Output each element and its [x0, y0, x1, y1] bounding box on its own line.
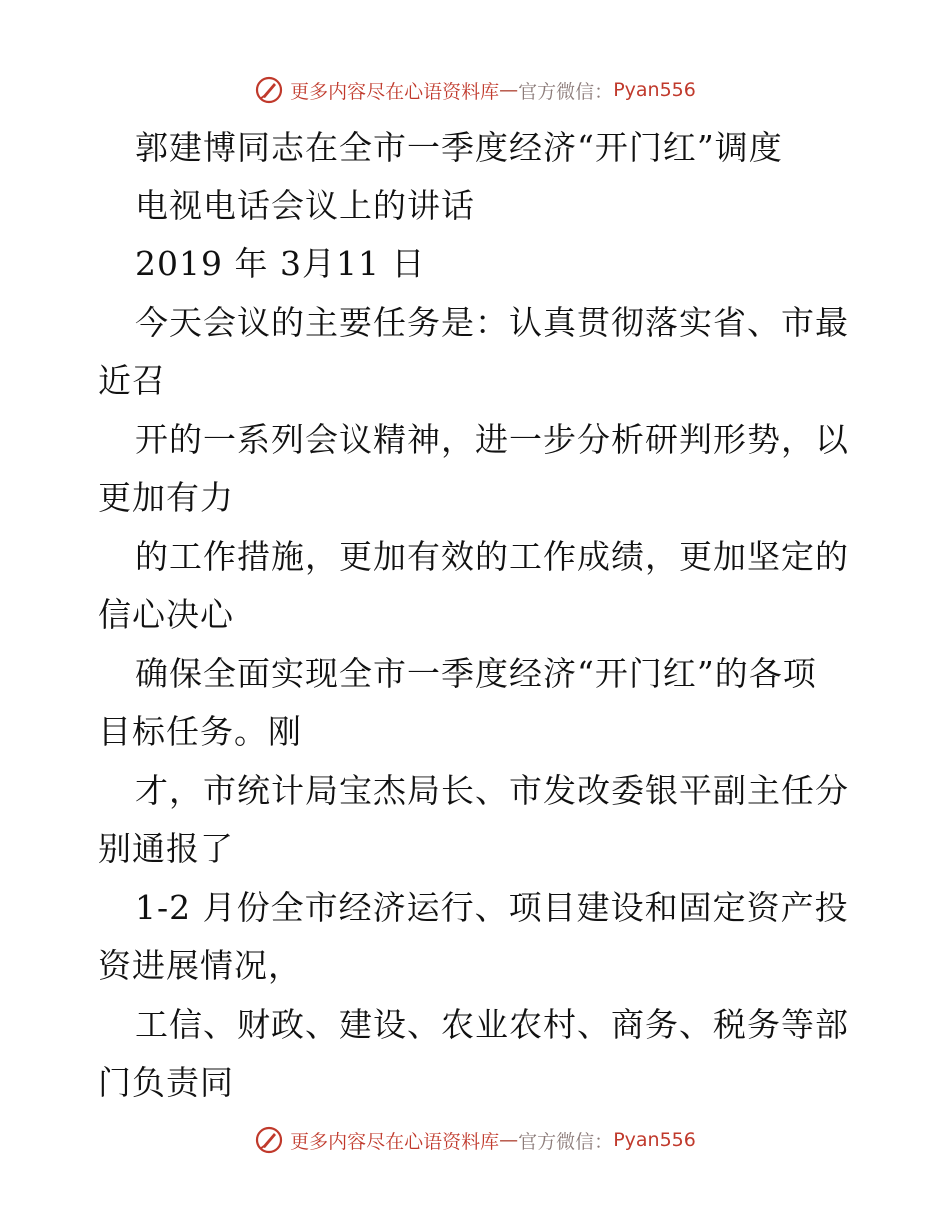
watermark-footer	[0, 1120, 950, 1160]
watermark-official-label: 官方微信：	[518, 80, 614, 103]
watermark-header	[0, 70, 950, 110]
document-date: 2019 年 3月11 日	[135, 244, 426, 283]
paragraph-line: 目标任务。刚	[98, 712, 302, 751]
paragraph-line: 的工作措施，更加有效的工作成绩，更加坚定的	[135, 537, 849, 576]
watermark-wechat-id: Pyan556	[613, 1129, 696, 1151]
paragraph-line: 才，市统计局宝杰局长、市发改委银平副主任分	[135, 771, 849, 810]
paragraph-line: 资进展情况，	[98, 946, 302, 985]
watermark-separator: —	[499, 1129, 519, 1151]
watermark-brand: 更多内容尽在心语资料库	[290, 1130, 500, 1153]
quill-logo-icon	[254, 1125, 284, 1155]
document-title-line-2: 电视电话会议上的讲话	[135, 186, 475, 225]
paragraph-line: 门负责同	[98, 1063, 234, 1102]
paragraph-line: 1-2 月份全市经济运行、项目建设和固定资产投	[135, 888, 849, 927]
quill-logo-icon	[254, 75, 284, 105]
watermark-brand: 更多内容尽在心语资料库	[290, 80, 500, 103]
paragraph-line: 今天会议的主要任务是：认真贯彻落实省、市最	[135, 303, 849, 342]
watermark-wechat-id: Pyan556	[613, 79, 696, 101]
watermark-separator: —	[499, 79, 519, 101]
paragraph-line: 别通报了	[98, 829, 234, 868]
watermark-official-label: 官方微信：	[518, 1130, 614, 1153]
paragraph-line: 近召	[98, 361, 166, 400]
paragraph-line: 开的一系列会议精神，进一步分析研判形势，以	[135, 420, 849, 459]
paragraph-line: 工信、财政、建设、农业农村、商务、税务等部	[135, 1005, 849, 1044]
document-title-line-1: 郭建博同志在全市一季度经济“开门红”调度	[135, 128, 783, 167]
paragraph-line: 更加有力	[98, 478, 234, 517]
paragraph-line: 信心决心	[98, 595, 234, 634]
paragraph-line: 确保全面实现全市一季度经济“开门红”的各项	[135, 654, 817, 693]
